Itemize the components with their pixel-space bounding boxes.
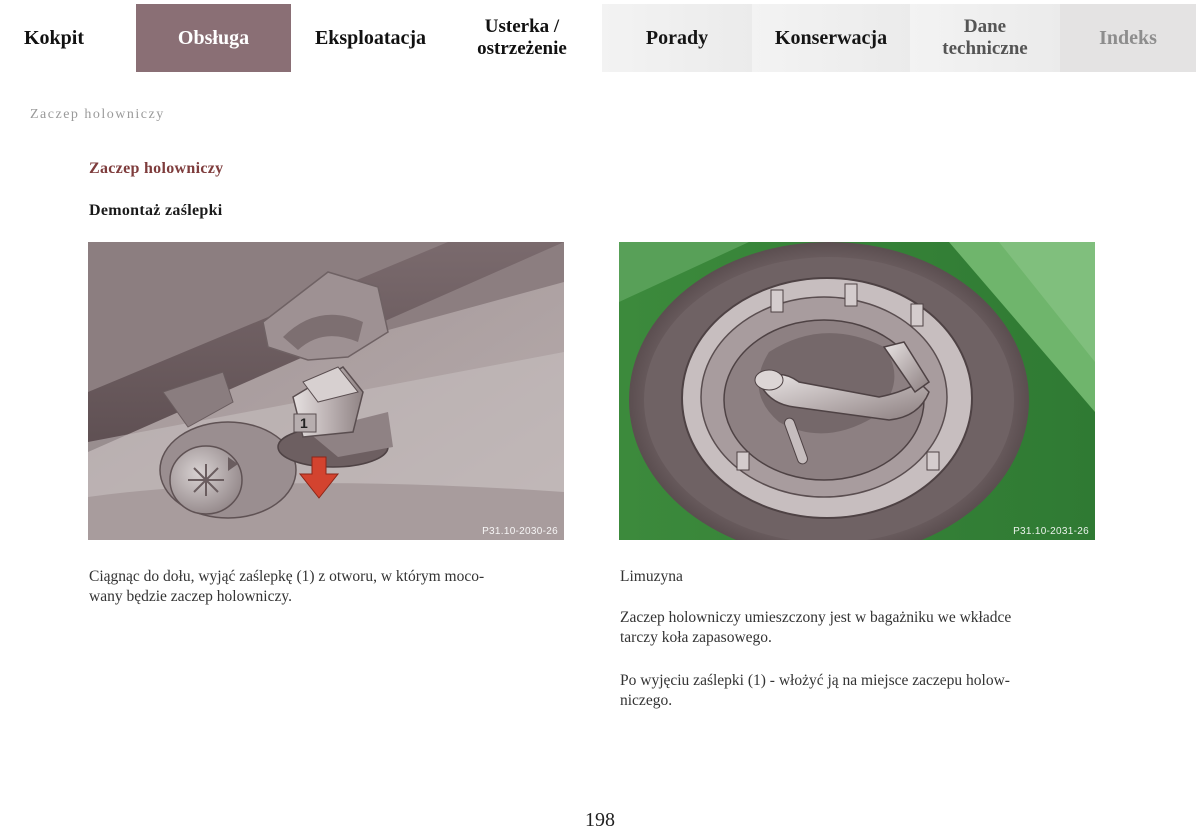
- variant-label: Limuzyna: [620, 568, 683, 585]
- tab-usterka-ostrzezenie[interactable]: Usterka / ostrzeżenie: [477, 16, 567, 59]
- right-paragraph-1: Zaczep holowniczy umieszczony jest w bagażniku we wkładce tarczy koła zapasowego.: [620, 609, 1012, 646]
- running-head: Zaczep holowniczy: [30, 107, 165, 122]
- cover-cap-removal-illustration: [88, 242, 564, 540]
- tab-porady[interactable]: Porady: [602, 4, 752, 72]
- tab-konserwacja[interactable]: Konserwacja: [752, 4, 910, 72]
- section-title: Zaczep holowniczy: [89, 160, 224, 177]
- right-paragraph-2: Po wyjęciu zaślepki (1) - włożyć ją na miejsce zaczepu holow- niczego.: [620, 672, 1010, 709]
- sub-title: Demontaż zaślepki: [89, 202, 223, 219]
- tab-indeks[interactable]: Indeks: [1060, 4, 1196, 72]
- tab-kokpit[interactable]: Kokpit: [23, 27, 85, 49]
- tab-dane-techniczne[interactable]: Dane techniczne: [910, 4, 1060, 72]
- left-caption: Ciągnąc do dołu, wyjąć zaślepkę (1) z otworu, w którym moco- wany będzie zaczep holowniczy.: [89, 568, 485, 605]
- tab-eksploatacja[interactable]: Eksploatacja: [314, 27, 427, 49]
- figure-code: P31.10-2030-26: [482, 526, 558, 537]
- page-number: 198: [585, 809, 615, 831]
- spare-wheel-towing-hook-illustration: [619, 242, 1095, 540]
- chapter-navigation: [0, 4, 1200, 72]
- figure-code: P31.10-2031-26: [1013, 526, 1089, 537]
- callout-1: 1: [300, 415, 308, 431]
- tab-obsluga[interactable]: Obsługa: [136, 4, 291, 72]
